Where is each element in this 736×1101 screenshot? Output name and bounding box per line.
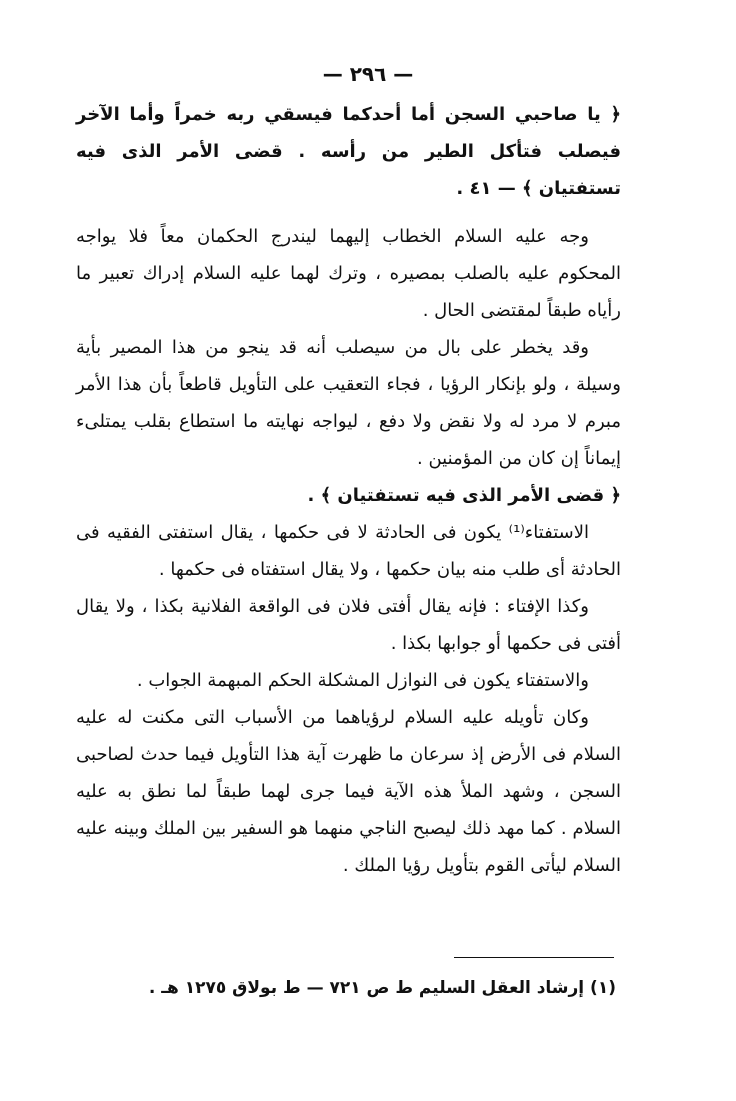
quran-verse-quote: ﴿ قضى الأمر الذى فيه تستفتيان ﴾ . — [307, 485, 621, 506]
body-paragraph: والاستفتاء يكون فى النوازل المشكلة الحكم المبهمة الجواب . — [136, 670, 589, 691]
page-body — [76, 96, 621, 884]
body-paragraph: الاستفتاء⁽¹⁾ يكون فى الحادثة لا فى حكمها ، يقال استفتى الفقيه فى الحادثة أى طلب منه بيان حكمها ، ولا يقال استفتاه فى حكمها . — [76, 522, 621, 580]
footnote-divider — [454, 957, 614, 958]
footnote: (١) إرشاد العقل السليم ط ص ٧٢١ — ط بولاق ١٢٧٥ هـ . — [148, 978, 616, 998]
quran-verse-paragraph: ﴿ يا صاحبي السجن أما أحدكما فيسقي ربه خمراً وأما الآخر فيصلب فتأكل الطير من رأسه . قضى الأمر الذى فيه تستفتيان ﴾ — ٤١ . — [76, 104, 621, 199]
body-paragraph: وكذا الإفتاء : فإنه يقال أفتى فلان فى الواقعة الفلانية بكذا ، ولا يقال أفتى فى حكمها أو جوابها بكذا . — [76, 596, 621, 654]
page-number: — ٢٩٦ — — [322, 62, 414, 86]
body-paragraph: وقد يخطر على بال من سيصلب أنه قد ينجو من هذا المصير بأية وسيلة ، ولو بإنكار الرؤيا ، فجاء التعقيب على التأويل قاطعاً بأن هذا الأمر مبرم لا مرد له ولا نقض ولا دفع ، ليواجه نهايته ما استطاع بقلب يمتلىء إيماناً إن كان من المؤمنين . — [76, 337, 621, 469]
body-paragraph: وكان تأويله عليه السلام لرؤياهما من الأسباب التى مكنت له عليه السلام فى الأرض إذ سرعان ما ظهرت آية هذا التأويل فيما حدث لصاحبى السجن ، وشهد الملأ هذه الآية فيما جرى لهما طبقاً لما نطق به عليه السلام . كما مهد ذلك ليصبح الناجي منهما هو السفير بين الملك وبينه عليه السلام ليأتى القوم بتأويل رؤيا الملك . — [76, 707, 621, 876]
body-paragraph: وجه عليه السلام الخطاب إليهما ليندرج الحكمان معاً فلا يواجه المحكوم عليه بالصلب بمصيره ، وترك لهما عليه السلام إدراك تعبير ما رأياه طبقاً لمقتضى الحال . — [76, 226, 621, 321]
